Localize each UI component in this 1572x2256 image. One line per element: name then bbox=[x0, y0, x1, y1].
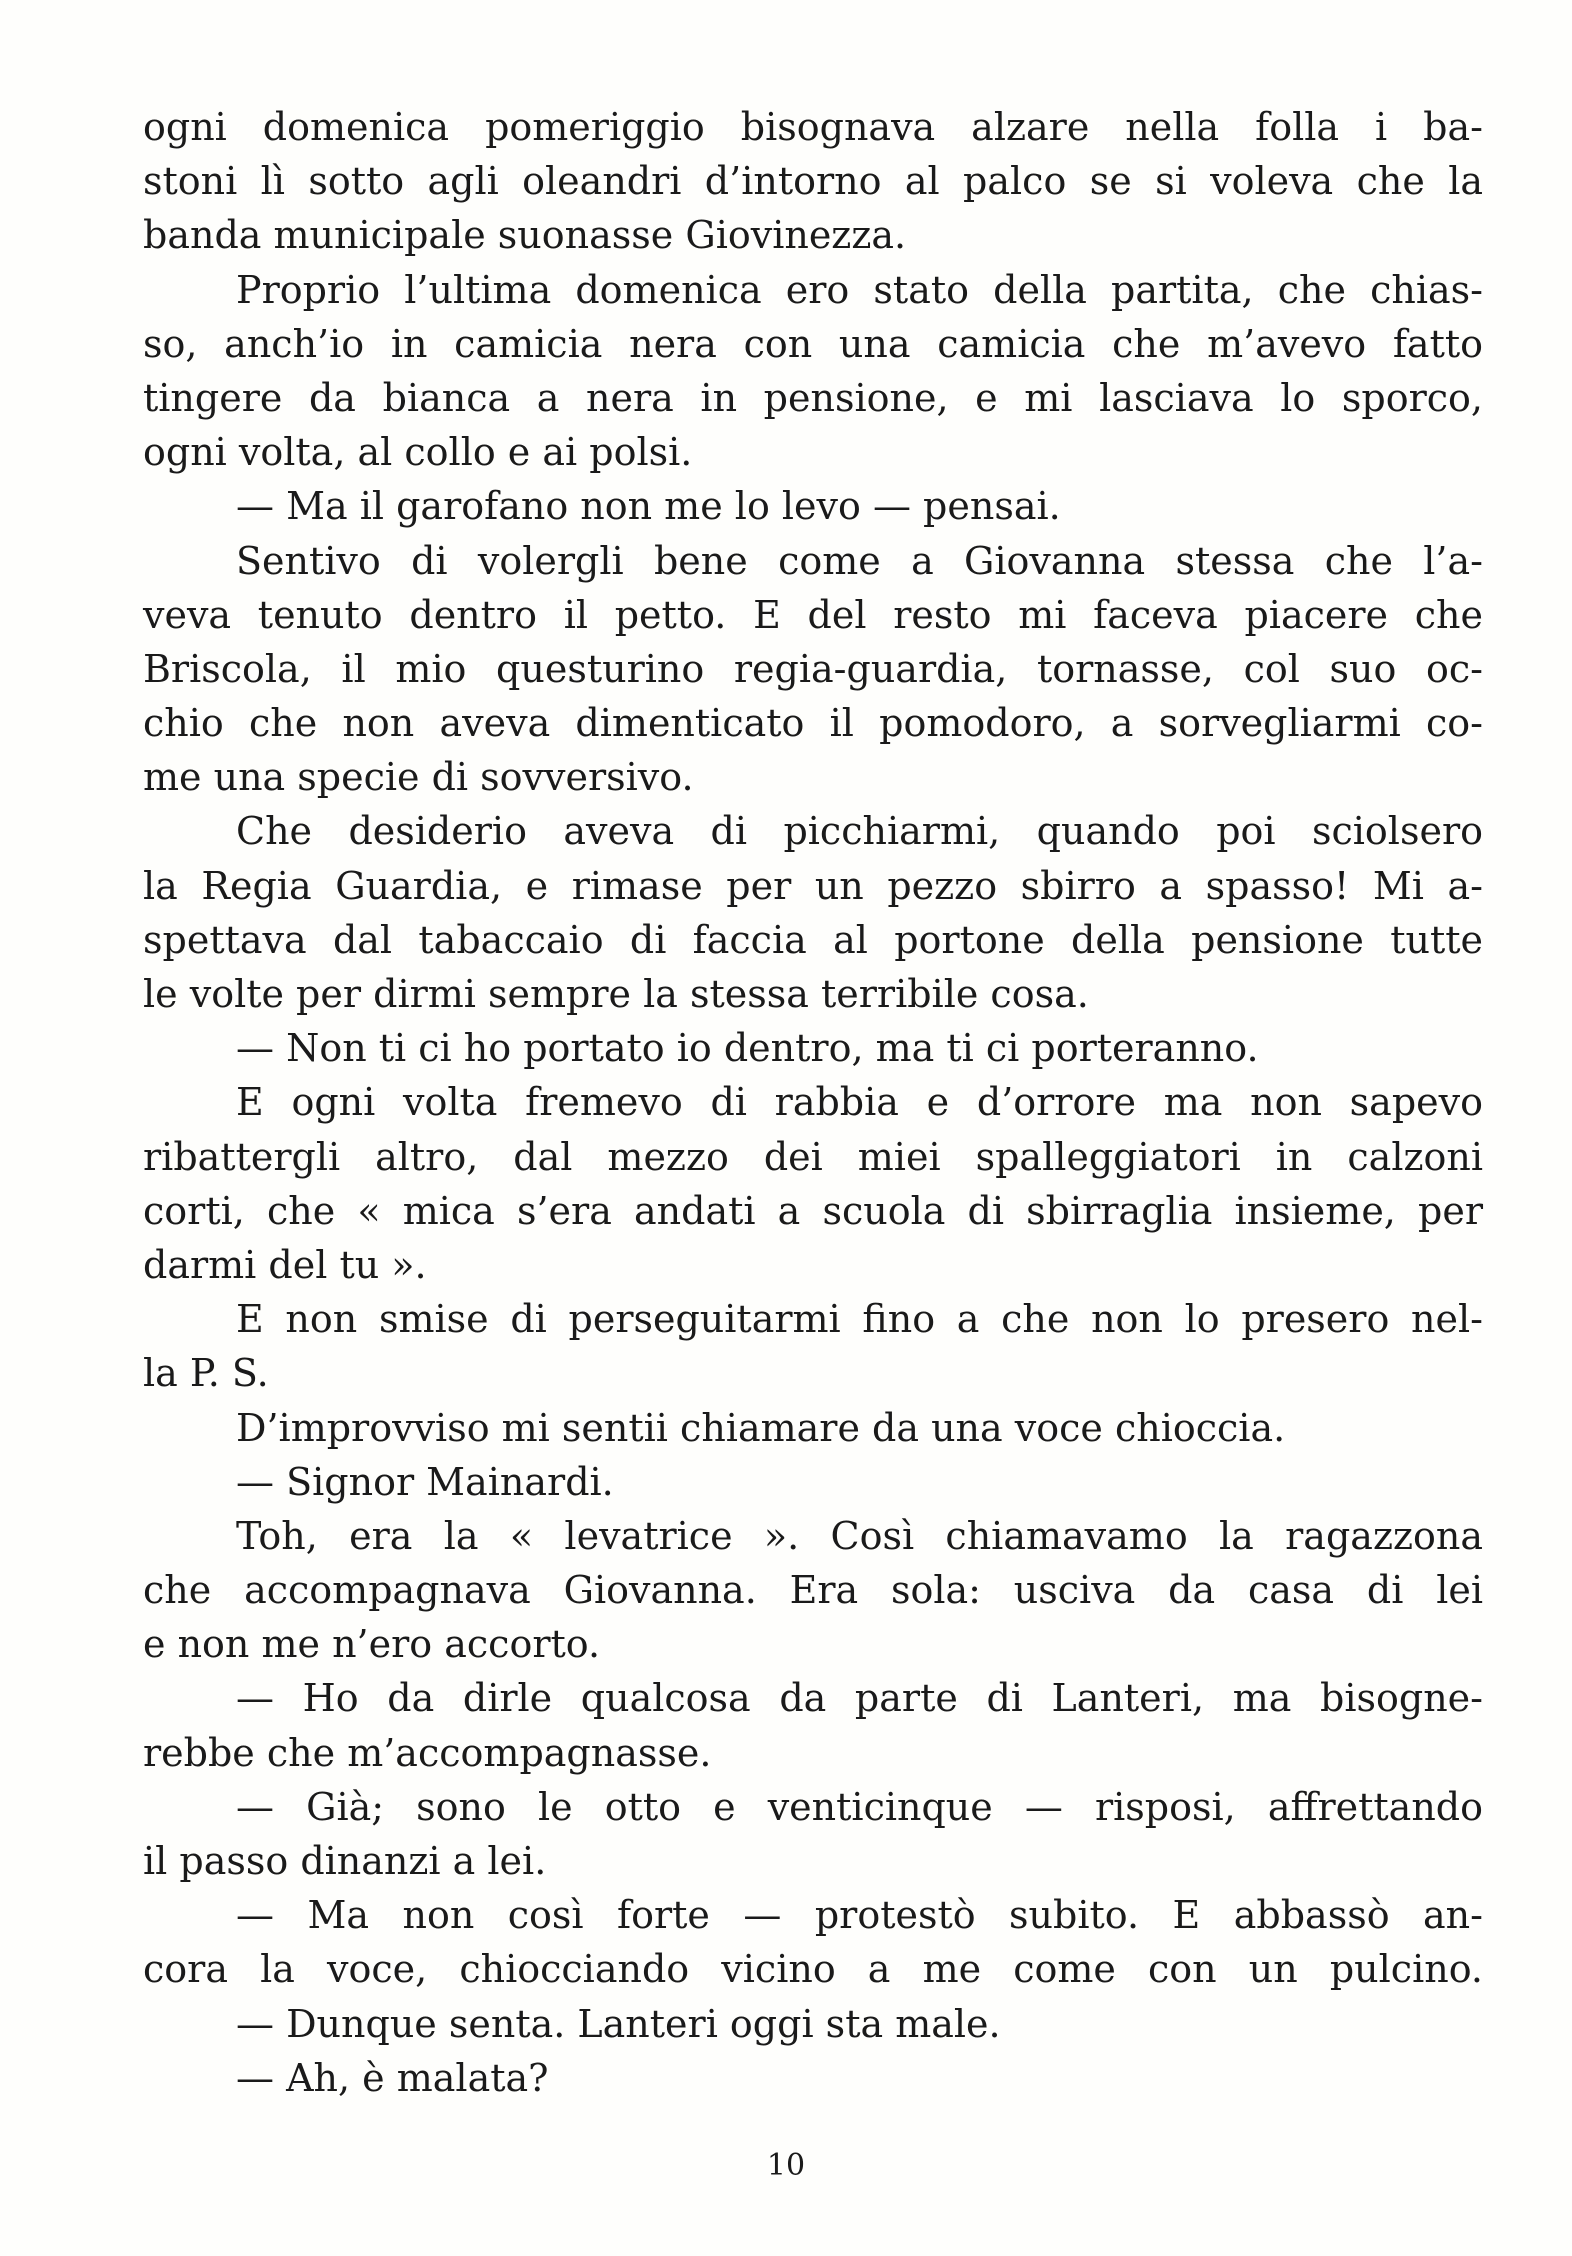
text-line: che accompagnava Giovanna. Era sola: usciva da casa di lei bbox=[143, 1568, 1483, 1613]
text-line: E ogni volta fremevo di rabbia e d’orrore ma non sapevo bbox=[236, 1080, 1483, 1125]
text-line: la P. S. bbox=[143, 1351, 269, 1396]
text-line: — Non ti ci ho portato io dentro, ma ti ci porteranno. bbox=[236, 1026, 1259, 1071]
text-line: — Signor Mainardi. bbox=[236, 1459, 614, 1504]
text-line: so, anch’io in camicia nera con una camicia che m’avevo fatto bbox=[143, 321, 1483, 366]
text-line: chio che non aveva dimenticato il pomodoro, a sorvegliarmi co- bbox=[143, 701, 1483, 746]
text-line: Proprio l’ultima domenica ero stato della partita, che chias- bbox=[236, 267, 1483, 312]
text-line: darmi del tu ». bbox=[143, 1242, 427, 1287]
text-line: Che desiderio aveva di picchiarmi, quando poi sciolsero bbox=[236, 809, 1483, 854]
text-line: Sentivo di volergli bene come a Giovanna stessa che l’a- bbox=[236, 538, 1483, 583]
text-line: — Dunque senta. Lanteri oggi sta male. bbox=[236, 2001, 1001, 2046]
text-line: — Ho da dirle qualcosa da parte di Lanteri, ma bisogne- bbox=[236, 1676, 1483, 1721]
text-line: rebbe che m’accompagnasse. bbox=[143, 1730, 712, 1775]
text-line: corti, che « mica s’era andati a scuola di sbirraglia insieme, per bbox=[143, 1188, 1483, 1233]
text-line: Toh, era la « levatrice ». Così chiamavamo la ragazzona bbox=[236, 1513, 1483, 1558]
text-line: D’improvviso mi sentii chiamare da una voce chioccia. bbox=[236, 1405, 1286, 1450]
text-line: tingere da bianca a nera in pensione, e mi lasciava lo sporco, bbox=[143, 375, 1483, 420]
text-line: Briscola, il mio questurino regia-guardia, tornasse, col suo oc- bbox=[143, 646, 1483, 691]
text-line: spettava dal tabaccaio di faccia al portone della pensione tutte bbox=[143, 917, 1483, 962]
page-number: 10 bbox=[766, 2148, 806, 2183]
text-line: ogni volta, al collo e ai polsi. bbox=[143, 430, 693, 475]
text-line: — Ma il garofano non me lo levo — pensai. bbox=[236, 484, 1061, 529]
text-line: e non me n’ero accorto. bbox=[143, 1622, 601, 1667]
text-line: banda municipale suonasse Giovinezza. bbox=[143, 213, 907, 258]
text-line: cora la voce, chiocciando vicino a me come con un pulcino. bbox=[143, 1947, 1483, 1992]
text-line: — Già; sono le otto e venticinque — risposi, affrettando bbox=[236, 1784, 1483, 1829]
text-line: ogni domenica pomeriggio bisognava alzare nella folla i ba- bbox=[143, 105, 1483, 149]
text-line: E non smise di perseguitarmi fino a che non lo presero nel- bbox=[236, 1297, 1483, 1342]
text-line: me una specie di sovversivo. bbox=[143, 755, 694, 800]
body-text bbox=[143, 100, 1483, 2105]
text-line: il passo dinanzi a lei. bbox=[143, 1839, 547, 1883]
text-line: la Regia Guardia, e rimase per un pezzo sbirro a spasso! Mi a- bbox=[143, 863, 1483, 908]
text-line: — Ah, è malata? bbox=[236, 2055, 549, 2100]
text-line: — Ma non così forte — protestò subito. E abbassò an- bbox=[236, 1893, 1483, 1938]
text-line: stoni lì sotto agli oleandri d’intorno al palco se si voleva che la bbox=[143, 159, 1483, 204]
text-line: le volte per dirmi sempre la stessa terribile cosa. bbox=[143, 972, 1089, 1016]
text-line: ribattergli altro, dal mezzo dei miei spalleggiatori in calzoni bbox=[143, 1134, 1483, 1179]
text-line: veva tenuto dentro il petto. E del resto mi faceva piacere che bbox=[143, 592, 1483, 637]
